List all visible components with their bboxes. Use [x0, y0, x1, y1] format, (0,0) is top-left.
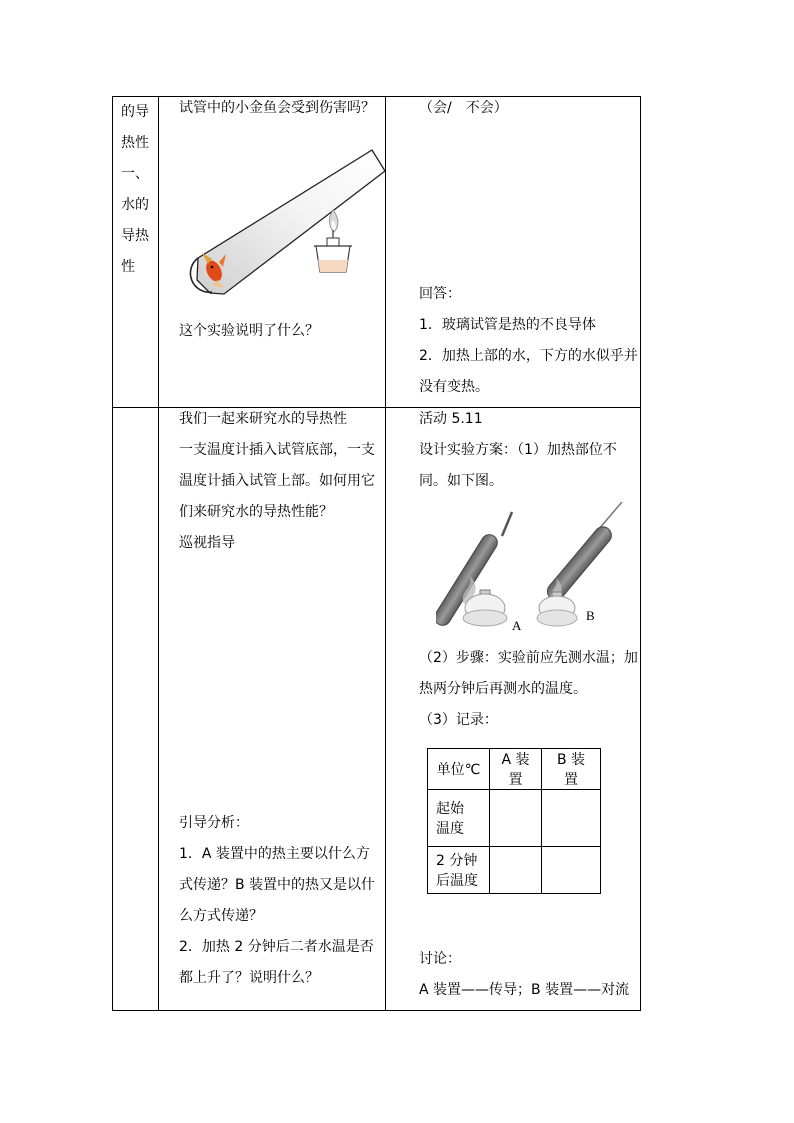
- cell-b: [542, 847, 601, 894]
- steps-block: [419, 643, 638, 736]
- header-unit: 单位℃: [428, 749, 490, 790]
- row-label-line: 温度: [436, 821, 464, 837]
- record-header-row: [428, 749, 601, 790]
- row-label: [428, 847, 490, 894]
- label-b: B: [586, 608, 595, 623]
- guide-line: 2．加热 2 分钟后二者水温是否: [179, 939, 374, 955]
- activity-block: [419, 404, 617, 497]
- intro-line: 巡视指导: [179, 535, 235, 551]
- intro-line: 我们一起来研究水的导热性: [179, 411, 347, 427]
- topic-line: 导热: [121, 228, 149, 244]
- header-b: B 装置: [542, 749, 601, 790]
- guide-line: 式传递？B 装置中的热又是以什: [179, 877, 376, 893]
- guide-line: 么方式传递？: [179, 908, 263, 924]
- topic-cell: [113, 97, 159, 408]
- topic-cell: [113, 408, 159, 1011]
- row-label: [428, 790, 490, 847]
- goldfish-question: 试管中的小金鱼会受到伤害吗？: [179, 100, 375, 116]
- topic-line: 一、: [121, 166, 149, 182]
- table-row: [428, 847, 601, 894]
- answer-line: 没有变热。: [419, 379, 489, 395]
- guide-line: 1．A 装置中的热主要以什么方: [179, 846, 370, 862]
- heating-apparatus-illustration: [436, 500, 636, 640]
- record-label: （3）记录：: [419, 712, 498, 728]
- experiment-meaning-question: 这个实验说明了什么？: [179, 323, 319, 339]
- apparatus-a: [436, 512, 512, 628]
- row-label-line: 起始: [436, 801, 464, 817]
- record-table: [427, 748, 601, 894]
- topic-line: 的导: [121, 104, 149, 120]
- choice-text: （会/ 不会）: [419, 100, 508, 116]
- cell-b: [542, 790, 601, 847]
- header-a: A 装置: [490, 749, 542, 790]
- discussion-text: A 装置——传导；B 装置——对流: [419, 982, 630, 998]
- topic-line: 水的: [121, 197, 149, 213]
- label-a: A: [512, 618, 522, 633]
- answer-line: 1．玻璃试管是热的不良导体: [419, 317, 596, 333]
- row-label-line: 后温度: [436, 873, 478, 889]
- activity-title: 活动 5.11: [419, 411, 483, 427]
- intro-line: 们来研究水的导热性能？: [179, 504, 333, 520]
- steps-line: 热两分钟后再测水的温度。: [419, 681, 587, 697]
- steps-line: （2）步骤：实验前应先测水温；加: [419, 650, 638, 666]
- guide-label: 引导分析：: [179, 815, 249, 831]
- table-row: [428, 790, 601, 847]
- cell-a: [490, 847, 542, 894]
- topic-line: 性: [121, 259, 135, 275]
- apparatus-b: [537, 502, 622, 626]
- discussion-block: [419, 944, 629, 1006]
- answer-label: 回答：: [419, 286, 461, 302]
- plan-line: 同。如下图。: [419, 473, 503, 489]
- row-label-line: 2 分钟: [436, 853, 478, 869]
- discussion-label: 讨论：: [419, 951, 461, 967]
- intro-line: 温度计插入试管上部。如何用它: [179, 473, 375, 489]
- teacher-intro: [179, 404, 375, 559]
- goldfish-tube-illustration: [188, 146, 388, 298]
- answer-line: 2．加热上部的水，下方的水似乎并: [419, 348, 638, 364]
- topic-line: 热性: [121, 135, 149, 151]
- plan-line: 设计实验方案：（1）加热部位不: [419, 442, 617, 458]
- intro-line: 一支温度计插入试管底部，一支: [179, 442, 375, 458]
- guide-line: 都上升了？说明什么？: [179, 970, 319, 986]
- cell-a: [490, 790, 542, 847]
- guide-analysis: [179, 808, 375, 994]
